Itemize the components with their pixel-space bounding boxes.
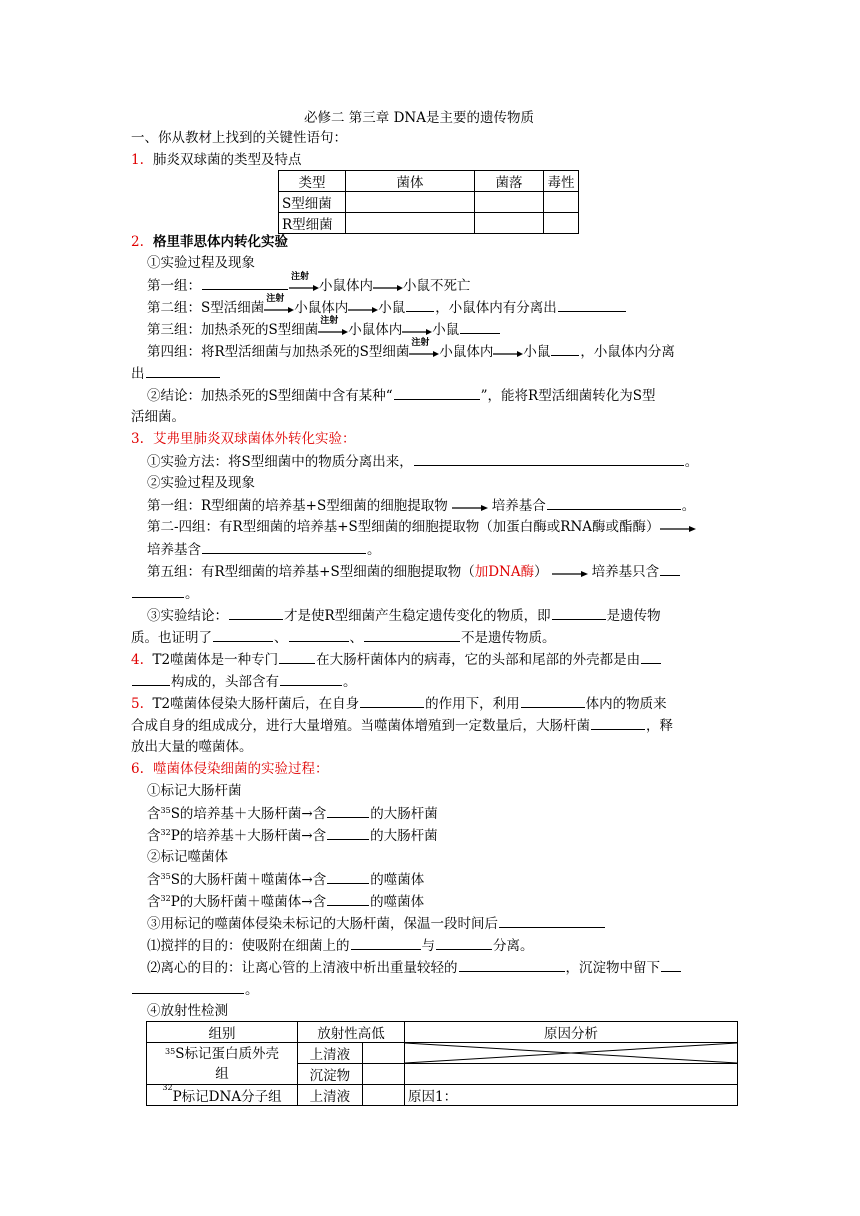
table-header: 类型: [279, 171, 346, 192]
answer-blank[interactable]: [364, 628, 460, 642]
q2-group2: [147, 293, 627, 317]
q3-label: 艾弗里肺炎双球菌体外转化实验：: [153, 431, 356, 447]
q2-group4: [147, 337, 675, 361]
text: 小鼠体内: [319, 278, 373, 294]
q2-conclusion: [147, 386, 655, 405]
arrow-icon: [348, 302, 378, 316]
answer-blank[interactable]: [327, 870, 369, 884]
answer-blank[interactable]: [460, 320, 500, 334]
answer-blank[interactable]: [551, 342, 579, 356]
answer-blank[interactable]: [202, 276, 288, 290]
text: 第三组：加热杀死的S型细菌: [147, 322, 319, 338]
q4-number: 4.: [131, 652, 144, 668]
text: ”，能将R型活细菌转化为S型: [480, 388, 656, 404]
text: 第二组：S型活细菌: [147, 300, 265, 316]
q2-conclusion-cont: 活细菌。: [131, 409, 185, 425]
q2-group4-cont: [131, 364, 221, 383]
text: 。: [684, 454, 699, 470]
table-cell[interactable]: [346, 213, 475, 234]
text: 培养基只含: [591, 564, 660, 580]
text: P的培养基＋大肠杆菌→含: [170, 828, 327, 844]
q5-number: 5.: [131, 696, 144, 712]
text: 是遗传物: [606, 608, 661, 624]
answer-blank[interactable]: [558, 298, 626, 312]
text: 小鼠: [432, 322, 460, 338]
q1-number: 1.: [131, 152, 144, 168]
text: 培养基含: [147, 542, 201, 558]
text: T2噬菌体是一种专门: [152, 652, 279, 668]
text: 的噬菌体: [370, 894, 425, 910]
answer-blank[interactable]: [436, 936, 492, 950]
inject-label: 注射: [411, 337, 430, 348]
table-cell: S型细菌: [279, 192, 346, 213]
answer-blank[interactable]: [132, 672, 170, 686]
text: S标记蛋白质外壳: [175, 1045, 279, 1062]
text: 第五组：有R型细菌的培养基+S型细菌的细胞提取物（: [147, 564, 475, 580]
q5-line1: [131, 694, 667, 713]
text: 第四组：将R型活细菌与加热杀死的S型细菌: [147, 344, 410, 360]
injection-arrow-icon: [289, 271, 319, 294]
table-header: 菌落: [475, 171, 544, 192]
text: 与: [421, 938, 435, 954]
text: ，小鼠体内分离: [580, 344, 675, 360]
text: 的噬菌体: [370, 872, 425, 888]
text: 小鼠体内: [439, 344, 494, 360]
isotope-sup: 35: [160, 806, 171, 815]
q6-number: 6.: [131, 761, 144, 777]
text: ⑵离心的目的：让离心管的上清液中析出重量较轻的: [147, 960, 458, 976]
answer-blank[interactable]: [289, 628, 349, 642]
text: 。: [185, 586, 199, 602]
isotope-sup: 35: [165, 1046, 176, 1056]
text: ，释: [646, 718, 673, 734]
q1-label: 肺炎双球菌的类型及特点: [153, 152, 302, 168]
text: 第一组：: [147, 278, 201, 294]
text: 的作用下，利用: [425, 696, 520, 712]
text: 的大肠杆菌: [370, 828, 438, 844]
answer-blank[interactable]: [547, 496, 681, 510]
q6-line1: [147, 804, 438, 823]
answer-blank[interactable]: [327, 804, 369, 818]
q6-line2: [147, 826, 438, 845]
q6-line3: [147, 870, 424, 889]
table-cell: 原因1：: [405, 1085, 738, 1106]
answer-blank[interactable]: [552, 606, 606, 620]
text: 。: [245, 982, 259, 998]
q3-group2: [147, 518, 696, 536]
table-header: 毒性: [544, 171, 579, 192]
answer-blank[interactable]: [414, 452, 684, 466]
inject-label: 注射: [291, 271, 310, 282]
text: P标记DNA分子组: [172, 1089, 282, 1105]
text: 含: [147, 806, 161, 822]
answer-blank[interactable]: [641, 650, 661, 664]
table-cell[interactable]: [544, 213, 579, 234]
isotope-sup: 32: [160, 828, 171, 837]
table-header: 组别: [147, 1022, 298, 1043]
q2-group1: [147, 271, 471, 295]
q3-result: [147, 606, 661, 625]
q6-step1: ①标记大肠杆菌: [147, 783, 242, 799]
answer-blank[interactable]: [499, 914, 605, 928]
text: 构成的，头部含有: [171, 674, 279, 690]
arrow-icon: [373, 280, 403, 294]
injection-arrow-icon: [318, 315, 348, 338]
text: 合成自身的组成成分，进行大量增殖。当噬菌体增殖到一定数量后，大肠杆菌: [131, 718, 590, 734]
text: 不是遗传物质。: [461, 630, 556, 646]
q6-point2-cont: [131, 980, 259, 999]
answer-blank[interactable]: [229, 606, 283, 620]
table-cell[interactable]: [346, 192, 475, 213]
text: S的大肠杆菌＋噬菌体→含: [170, 872, 327, 888]
text: S的培养基＋大肠杆菌→含: [170, 806, 327, 822]
text: 含: [147, 828, 161, 844]
table-cell[interactable]: [475, 213, 544, 234]
table-header: 菌体: [346, 171, 475, 192]
text: T2噬菌体侵染大肠杆菌后，在自身: [152, 696, 360, 712]
text: ，小鼠体内有分离出: [435, 300, 557, 316]
answer-blank[interactable]: [360, 694, 424, 708]
q3-method: [147, 452, 698, 471]
text: 出: [131, 366, 145, 382]
table-cell: [147, 1085, 298, 1106]
q3-number: 3.: [131, 431, 144, 447]
q3-group1: [147, 496, 695, 515]
answer-blank[interactable]: [202, 540, 366, 554]
q5-line2: [131, 716, 673, 735]
text: 第一组：R型细菌的培养基+S型细菌的细胞提取物: [147, 498, 448, 514]
answer-blank[interactable]: [327, 892, 369, 906]
text: ②结论：加热杀死的S型细菌中含有某种“: [147, 388, 393, 404]
arrow-icon: [660, 521, 696, 535]
text: 在大肠杆菌体内的病毒，它的头部和尾部的外壳都是由: [316, 652, 641, 668]
q2-label: 格里菲思体内转化实验: [153, 234, 288, 250]
text: ③用标记的噬菌体侵染未标记的大肠杆菌，保温一段时间后: [147, 916, 498, 932]
answer-blank[interactable]: [132, 980, 244, 994]
text: 。: [343, 674, 357, 690]
text: ①实验方法：将S型细菌中的物质分离出来，: [147, 454, 413, 470]
isotope-sup: 32: [160, 894, 171, 903]
answer-blank[interactable]: [213, 628, 273, 642]
answer-blank[interactable]: [591, 716, 645, 730]
q6-step4: ④放射性检测: [147, 1003, 228, 1019]
table-cell[interactable]: [405, 1064, 738, 1085]
table-cell: R型细菌: [279, 213, 346, 234]
text: ⑴搅拌的目的：使吸附在细菌上的: [147, 938, 350, 954]
isotope-sup: 32: [162, 1083, 173, 1092]
text: P的大肠杆菌＋噬菌体→含: [170, 894, 327, 910]
table-cell[interactable]: [362, 1064, 404, 1085]
text: 。: [367, 542, 381, 558]
q6-point1: [147, 936, 534, 955]
answer-blank[interactable]: [394, 386, 480, 400]
page-title: 必修二 第三章 DNA是主要的遗传物质: [304, 110, 534, 126]
isotope-sup: 35: [160, 872, 171, 881]
q3-group2-cont: [147, 540, 381, 559]
dnase-text: 加DNA酶: [474, 564, 535, 580]
text: 含: [147, 872, 161, 888]
table-cell[interactable]: [362, 1043, 404, 1064]
q3-group5-cont: [131, 584, 199, 603]
injection-arrow-icon: [264, 293, 294, 316]
text: 小鼠: [378, 300, 406, 316]
inject-label: 注射: [320, 315, 339, 326]
text: 、: [274, 630, 288, 646]
table-cell[interactable]: [362, 1085, 404, 1106]
answer-blank[interactable]: [660, 562, 680, 576]
answer-blank[interactable]: [521, 694, 585, 708]
answer-blank[interactable]: [351, 936, 421, 950]
q2-sub1: ①实验过程及现象: [147, 255, 255, 271]
text: 体内的物质来: [585, 696, 667, 712]
table-cell[interactable]: [475, 192, 544, 213]
q3-sub2: ②实验过程及现象: [147, 475, 255, 491]
text: 第二-四组：有R型细菌的培养基+S型细菌的细胞提取物（加蛋白酶或RNA酶或酯酶）: [147, 519, 660, 535]
answer-blank[interactable]: [406, 298, 434, 312]
answer-blank[interactable]: [327, 826, 369, 840]
q4-line2: [131, 672, 357, 691]
text: 小鼠: [523, 344, 551, 360]
text: 小鼠体内: [294, 300, 349, 316]
text: 质。也证明了: [131, 630, 212, 646]
q2-number: 2.: [131, 234, 144, 250]
q4-line1: [131, 650, 662, 669]
text: 的大肠杆菌: [370, 806, 438, 822]
text: ）: [534, 564, 548, 580]
text: 含: [147, 894, 161, 910]
q3-group5: [147, 562, 681, 581]
text: 培养基合: [491, 498, 546, 514]
q6-label: 噬菌体侵染细菌的实验过程：: [153, 761, 329, 777]
inject-label: 注射: [266, 293, 285, 304]
arrow-icon: [452, 500, 488, 514]
answer-blank[interactable]: [661, 958, 681, 972]
section-heading: 一、你从教材上找到的关键性语句：: [131, 130, 347, 146]
cross-out-icon: [405, 1043, 737, 1063]
q6-point2: [147, 958, 682, 977]
q6-line4: [147, 892, 424, 911]
text: 、: [349, 630, 363, 646]
table-cell: 沉淀物: [298, 1064, 363, 1085]
table-cell: [147, 1043, 298, 1085]
q2-group3: [147, 315, 501, 339]
q5-line3: 放出大量的噬菌体。: [131, 739, 253, 755]
text: 小鼠不死亡: [403, 278, 471, 294]
text: 才是使R型细菌产生稳定遗传变化的物质，即: [284, 608, 551, 624]
answer-blank[interactable]: [280, 672, 342, 686]
text: 小鼠体内: [348, 322, 403, 338]
q6-step2: ②标记噬菌体: [147, 849, 228, 865]
answer-blank[interactable]: [146, 364, 220, 378]
text: ③实验结论：: [147, 608, 228, 624]
table-header: 放射性高低: [298, 1022, 405, 1043]
text: 分离。: [493, 938, 534, 954]
q3-result-cont: [131, 628, 556, 647]
table-cell[interactable]: [544, 192, 579, 213]
answer-blank[interactable]: [132, 584, 184, 598]
text: ，沉淀物中留下: [565, 960, 660, 976]
table-header: 原因分析: [405, 1022, 738, 1043]
injection-arrow-icon: [409, 337, 439, 360]
q6-step3: [147, 914, 606, 933]
text: 。: [681, 498, 696, 514]
arrow-icon: [552, 566, 588, 580]
text: 组: [215, 1065, 229, 1082]
answer-blank[interactable]: [459, 958, 565, 972]
table-cell: 上清液: [298, 1043, 363, 1064]
arrow-icon: [493, 346, 523, 360]
answer-blank[interactable]: [279, 650, 315, 664]
table-cell-crossed: [405, 1043, 738, 1064]
table-cell: 上清液: [298, 1085, 363, 1106]
radioactivity-table: [146, 1021, 738, 1106]
bacteria-type-table: [278, 170, 579, 234]
